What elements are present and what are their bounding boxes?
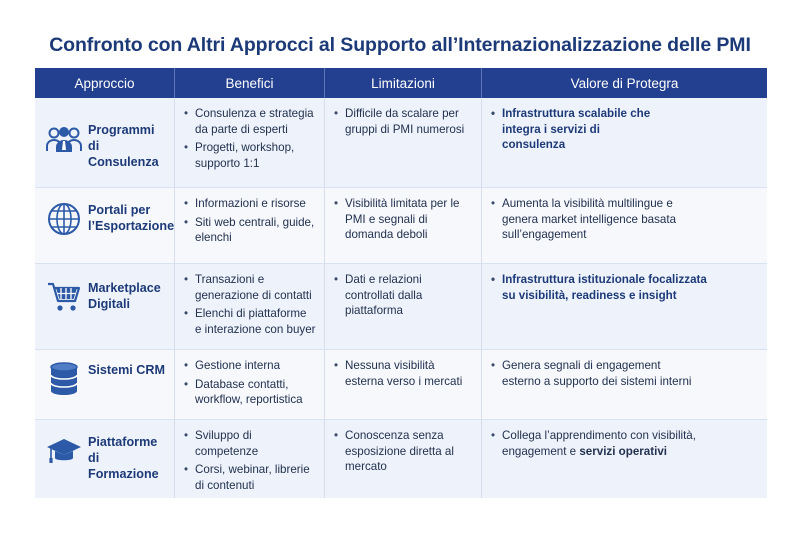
benefit-item: • Gestione interna — [183, 358, 316, 374]
limitation-item: • Nessuna visibilità esterna verso i mercati — [333, 358, 473, 389]
page-title: Confronto con Altri Approcci al Supporto all’Internazionalizzazione delle PMI — [49, 34, 751, 56]
limitations-cell — [325, 98, 482, 187]
limitations-cell — [325, 264, 482, 349]
value-text: Collega l’apprendimento con visibilità, engagement e — [502, 429, 696, 458]
benefits-cell — [175, 420, 325, 498]
benefit-item: • Database contatti, workflow, reportistica — [183, 377, 316, 408]
benefit-item: • Sviluppo di competenze — [183, 428, 316, 459]
limitation-item: • Difficile da scalare per gruppi di PMI numerosi — [333, 106, 473, 137]
approach-label: Programmi di Consulenza — [88, 123, 159, 169]
benefit-item: • Progetti, workshop, supporto 1:1 — [183, 140, 316, 171]
benefit-item: • Elenchi di piattaforme e interazione con buyer — [183, 306, 316, 337]
header-limitations: Limitazioni — [325, 68, 482, 98]
graduation-cap-icon — [45, 434, 83, 468]
approach-cell — [35, 188, 175, 263]
limitations-cell — [325, 420, 482, 498]
benefit-item: • Informazioni e risorse — [183, 196, 316, 212]
limitation-item: • Visibilità limitata per le PMI e segnali di domanda deboli — [333, 196, 473, 243]
value-cell — [482, 264, 767, 349]
approach-cell — [35, 264, 175, 349]
globe-icon — [45, 202, 83, 236]
benefits-cell — [175, 350, 325, 419]
value-item: • Genera segnali di engagement esterno a supporto dei sistemi interni — [490, 358, 700, 389]
value-text-bold: servizi operativi — [579, 444, 667, 458]
value-item: • Aumenta la visibilità multilingue e genera market intelligence basata sull’engagement — [490, 196, 695, 243]
header-value: Valore di Protegra — [570, 75, 679, 91]
approach-cell — [35, 420, 175, 498]
limitation-item: • Dati e relazioni controllati dalla piattaforma — [333, 272, 473, 319]
benefit-item: • Consulenza e strategia da parte di esperti — [183, 106, 316, 137]
approach-label: Piattaforme di Formazione — [88, 435, 159, 481]
value-cell — [482, 420, 767, 498]
table-row — [35, 98, 767, 188]
value-item — [490, 272, 715, 303]
benefits-cell — [175, 188, 325, 263]
table-row — [35, 188, 767, 264]
header-benefits: Benefici — [175, 68, 325, 98]
comparison-table — [35, 68, 767, 498]
value-text: Infrastruttura istituzionale focalizzata su visibilità, — [502, 273, 707, 302]
limitations-cell — [325, 188, 482, 263]
value-item: • Infrastruttura scalabile che integra i servizi di consulenza — [490, 106, 660, 153]
table-header — [35, 68, 767, 98]
table-row — [35, 350, 767, 420]
value-cell — [482, 350, 767, 419]
approach-label: Portali per l’Esportazione — [88, 203, 175, 233]
benefits-cell — [175, 264, 325, 349]
limitations-cell — [325, 350, 482, 419]
header-approach: Approccio — [35, 68, 175, 98]
database-icon — [45, 362, 83, 396]
table-row — [35, 264, 767, 350]
benefits-cell — [175, 98, 325, 187]
table-row — [35, 420, 767, 498]
benefit-item: • Siti web centrali, guide, elenchi — [183, 215, 316, 246]
people-icon — [45, 122, 83, 156]
approach-label: Marketplace Digitali — [88, 281, 161, 311]
value-cell — [482, 188, 767, 263]
limitation-item: • Conoscenza senza esposizione diretta al mercato — [333, 428, 463, 475]
approach-cell — [35, 98, 175, 187]
approach-cell — [35, 350, 175, 419]
shopping-cart-icon — [45, 280, 83, 314]
approach-label: Sistemi CRM — [88, 363, 165, 377]
value-text-bold: readiness e insight — [571, 288, 677, 302]
value-cell — [482, 98, 767, 187]
value-item — [490, 428, 705, 459]
benefit-item: • Corsi, webinar, librerie di contenuti — [183, 462, 316, 493]
benefit-item: • Transazioni e generazione di contatti — [183, 272, 316, 303]
